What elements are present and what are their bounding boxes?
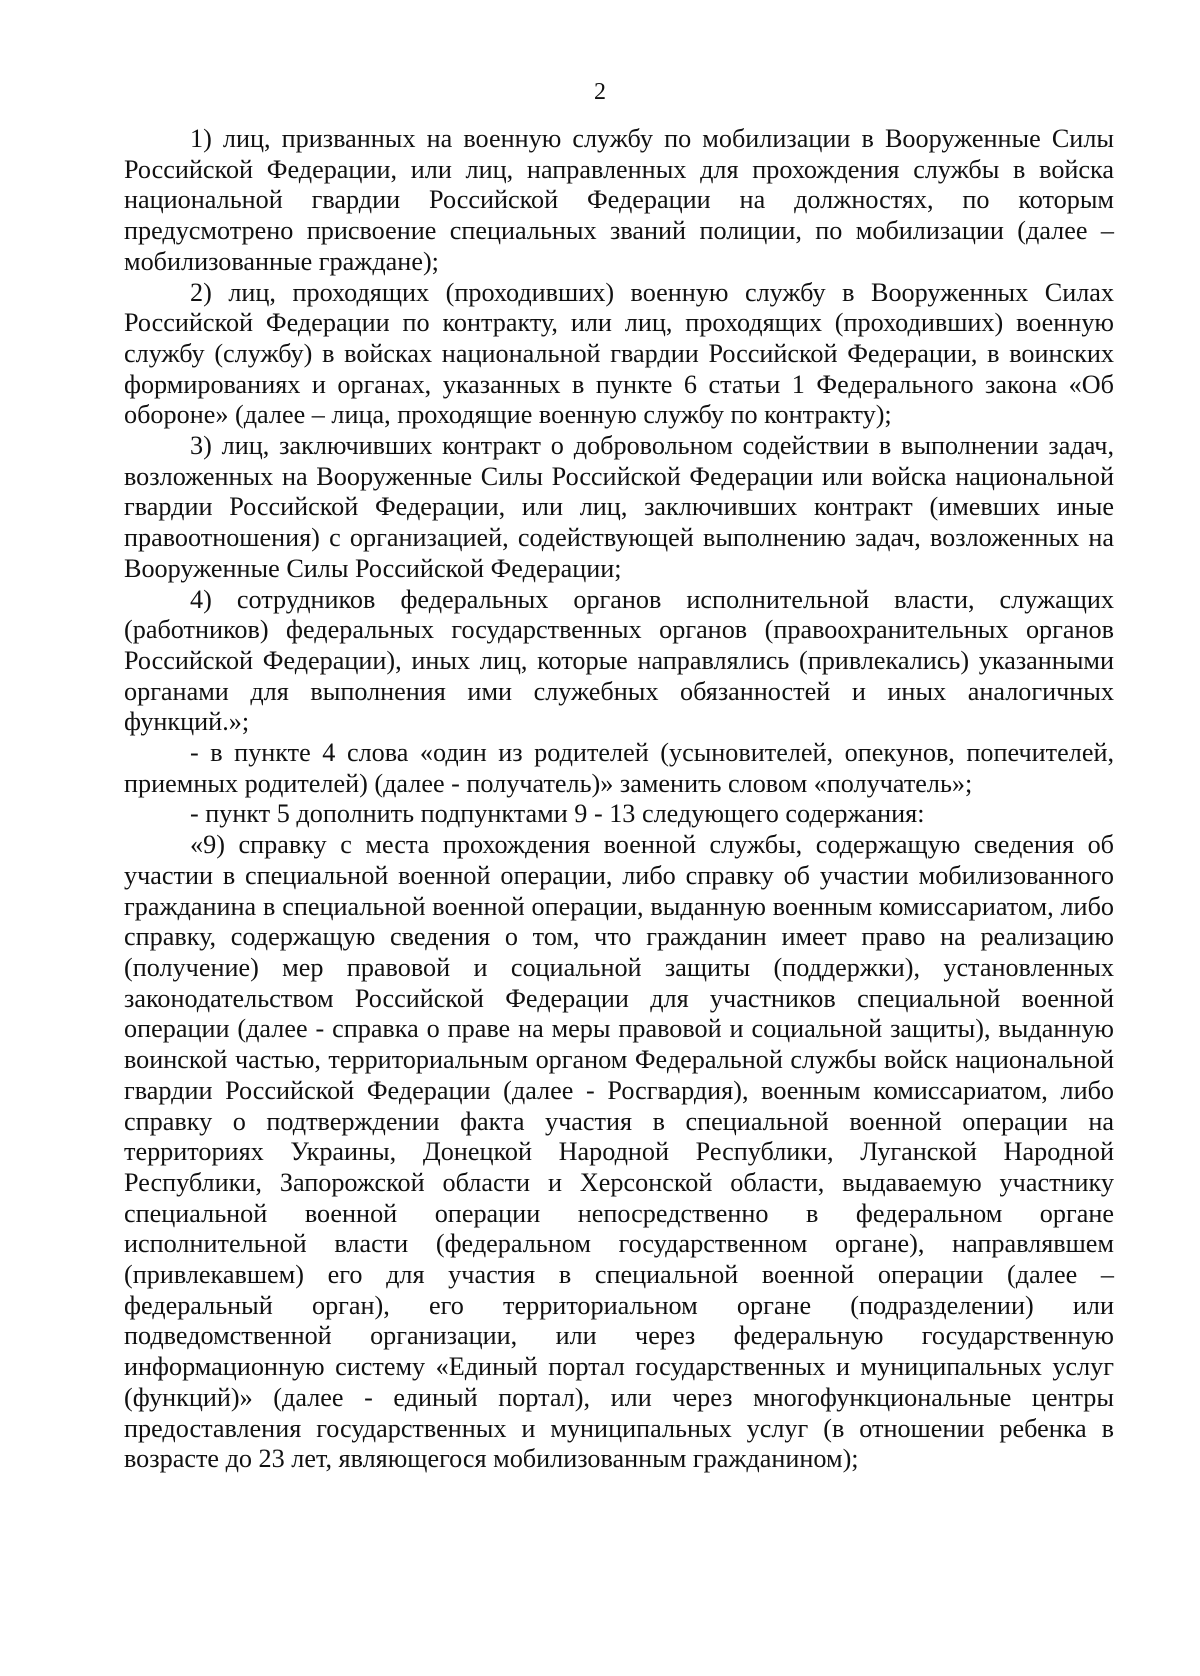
paragraph-subpoint-4: 4) сотрудников федеральных органов исполнительной власти, служащих (работников) федеральных государственных органов (правоохранительных органов Российской Федерации), иных лиц, которые направлялись (привлекались) указанными органами для выполнения ими служебных обязанностей и иных аналогичных функций.»; xyxy=(124,584,1114,737)
page-number: 2 xyxy=(594,79,606,105)
paragraph-amendment-point-5: - пункт 5 дополнить подпунктами 9 - 13 следующего содержания: xyxy=(190,799,925,829)
document-body xyxy=(124,124,1114,1475)
paragraph-subpoint-1: 1) лиц, призванных на военную службу по мобилизации в Вооруженные Силы Российской Федерации, или лиц, направленных для прохождения службы в войска национальной гвардии Российской Федерации на должностях, по которым предусмотрено присвоение специальных званий полиции, по мобилизации (далее – мобилизованные граждане); xyxy=(124,124,1114,276)
paragraph-subpoint-3: 3) лиц, заключивших контракт о добровольном содействии в выполнении задач, возложенных на Вооруженные Силы Российской Федерации или войска национальной гвардии Российской Федерации, или лиц, заключивших контракт (имевших иные правоотношения) с организацией, содействующей выполнению задач, возложенных на Вооруженные Силы Российской Федерации; xyxy=(124,431,1114,583)
paragraph-amendment-point-4: - в пункте 4 слова «один из родителей (усыновителей, опекунов, попечителей, приемных родителей) (далее - получатель)» заменить словом «получатель»; xyxy=(124,738,1114,798)
paragraph-subpoint-2: 2) лиц, проходящих (проходивших) военную службу в Вооруженных Силах Российской Федерации по контракту, или лиц, проходящих (проходивших) военную службу (службу) в войсках национальной гвардии Российской Федерации, в воинских формированиях и органах, указанных в пункте 6 статьи 1 Федерального закона «Об обороне» (далее – лица, проходящие военную службу по контракту); xyxy=(124,277,1114,430)
paragraph-subpoint-9: «9) справку с места прохождения военной службы, содержащую сведения об участии в специальной военной операции, либо справку об участии мобилизованного гражданина в специальной военной операции, выданную военным комиссариатом, либо справку, содержащую сведения о том, что гражданин имеет право на реализацию (получение) мер правовой и социальной защиты (поддержки), установленных законодательством Российской Федерации для участников специальной военной операции (далее - справка о праве на меры правовой и социальной защиты), выданную воинской частью, территориальным органом Федеральной службы войск национальной гвардии Российской Федерации (далее - Росгвардия), военным комиссариатом, либо справку о подтверждении факта участия в специальной военной операции на территориях Украины, Донецкой Народной Республики, Луганской Народной Республики, Запорожской области и Херсонской области, выдаваемую участнику специальной военной операции непосредственно в федеральном органе исполнительной власти (федеральном государственном органе), направлявшем (привлекавшем) его для участия в специальной военной операции (далее – федеральный орган), его территориальном органе (подразделении) или подведомственной организации, или через федеральную государственную информационную систему «Единый портал государственных и муниципальных услуг (функций)» (далее - единый портал), или через многофункциональные центры предоставления государственных и муниципальных услуг (в отношении ребенка в возрасте до 23 лет, являющегося мобилизованным гражданином); xyxy=(124,830,1114,1474)
